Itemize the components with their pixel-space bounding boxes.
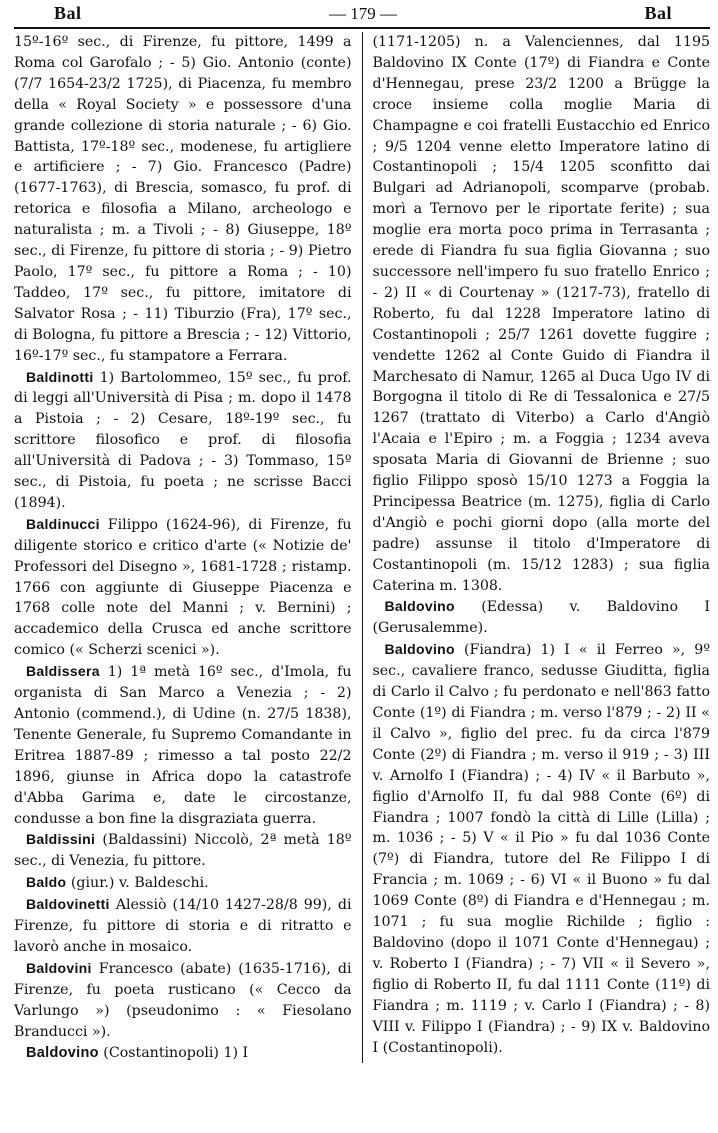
entry-headword: Baldissini [26,831,96,848]
header-left-word: Bal [54,3,82,23]
entry-baldissera [14,661,352,829]
entry-baldovino-edessa [373,596,711,639]
running-header [14,0,710,24]
entry-headword: Baldovini [26,959,92,976]
entry-baldissini [14,829,352,872]
entry-text: Filippo (1624-96), di Firenze, fu diligente storico e critico d'arte (« Notizie de' Professori del Disegno », 1681-1728 ; ristamp. 1766 con aggiunte di Giuseppe Piacenza e 1768 colle note del Manni ; v. Bernini) ; accademico della Crusca ed anche scrittore comico (« Scherzi scenici »). [14,516,352,659]
entry-headword: Baldo [26,874,67,891]
entry-text: 1) 1ª metà 16º sec., d'Imola, fu organista di San Marco a Venezia ; - 2) Antonio (commend.), di Udine (n. 27/5 1838), Tenente Generale, fu Supremo Comandante in Eritrea 1887-89 ; rimesso a tal posto 22/2 1896, giunse in Africa dopo la catastrofe d'Abba Garima e, date le circostanze, condusse a bon fine la disgraziata guerra. [14,664,352,827]
entry-baldinucci [14,514,352,661]
entry-headword: Baldovino [26,1044,99,1061]
entry-text: 15º-16º sec., di Firenze, fu pittore, 1499 a Roma col Garofalo ; - 5) Gio. Antonio (conte) (7/7 1654-23/2 1725), di Piacenza, fu membro della « Royal Society » e possessore d'una grande collezione di storia naturale ; - 6) Gio. Battista, 17º-18º sec., modenese, fu artigliere e artificiere ; - 7) Gio. Francesco (Padre) (1677-1763), di Brescia, somasco, fu prof. di retorica e filosofia a Milano, archeologo e naturalista ; m. a Tivoli ; - 8) Giuseppe, 18º sec., di Firenze, fu pittore di storia ; - 9) Pietro Paolo, 17º sec., fu pittore a Roma ; - 10) Taddeo, 17º sec., fu pittore, imitatore di Salvator Rosa ; - 11) Tiburzio (Fra), 17º sec., di Bologna, fu pittore a Brescia ; - 12) Vittorio, 16º-17º sec., fu stampatore a Ferrara. [14,34,352,364]
entry-baldovino-fiandra [373,639,711,1058]
entry-text: Francesco (abate) (1635-1716), di Firenze, fu poeta rusticano (« Cecco da Varlungo ») (pseudonimo : « Fiesolano Branducci »). [14,960,352,1040]
entry-text: (1171-1205) n. a Valenciennes, dal 1195 Baldovino IX Conte (17º) di Fiandra e Conte d'Hennegau, prese 23/2 1200 a Brügge la croce insieme colla moglie Maria di Champagne e coi fratelli Eustacchio ed Enrico ; 9/5 1204 venne eletto Imperatore latino di Costantinopoli ; 15/4 1205 sconfitto dai Bulgari ad Adrianopoli, scomparve (probab. morì a Ternovo per le riportate ferite) ; sua moglie era morta poco prima in Terrasanta ; erede di Fiandra fu sua figlia Giovanna ; suo successore nell'impero fu suo fratello Enrico ; - 2) II « di Courtenay » (1217-73), fratello di Roberto, fu dal 1228 Imperatore latino di Costantinopoli ; 25/7 1261 dovette fuggire ; vendette 1262 al Conte Guido di Fiandra il Marchesato di Namur, 1265 al Duca Ugo IV di Borgogna il titolo di Re di Tessalonica e 27/5 1267 (trattato di Viterbo) a Carlo d'Angiò l'Acaia e l'Epiro ; m. a Foggia ; 1234 aveva sposata Maria di Giovanni de Brienne ; suo figlio Filippo sposò 15/10 1273 a Foggia la Principessa Beatrice (m. 1275), figlia di Carlo d'Angiò e pochi giorni dopo (alla morte del padre) assunse il titolo d'Imperatore di Costantinopoli (m. 15/12 1283) ; sua figlia Caterina m. 1308. [372,34,710,594]
entry-text: 1) Bartolommeo, 15º sec., fu prof. di leggi all'Università di Pisa ; m. dopo il 1478 a Pistoia ; - 2) Cesare, 18º-19º sec., fu scrittore filosofico e prof. di filosofia all'Università di Padova ; - 3) Tommaso, 15º sec., di Pistoia, fu poeta ; ne scrisse Bacci (1894). [14,369,352,511]
entry-text: (Baldassini) Niccolò, 2ª metà 18º sec., di Venezia, fu pittore. [14,832,352,870]
entry-headword: Baldinucci [26,515,100,532]
left-column [14,32,352,1063]
entry-text: (giur.) v. Baldeschi. [66,875,209,892]
entry-continuation [14,32,352,367]
text-columns [14,32,710,1063]
entry-baldovinetti [14,894,352,958]
entry-baldinotti [14,367,352,514]
header-right-word: Bal [644,3,672,23]
entry-headword: Baldinotti [26,368,94,385]
entry-headword: Baldovino [384,641,455,658]
entry-text: Alessiò (14/10 1427-28/8 99), di Firenze, fu pittore di storia e di ritratto e lavorò anche in mosaico. [14,897,352,955]
entry-baldo [14,872,352,894]
column-divider [362,32,363,1063]
page-number: — 179 — [329,4,397,23]
entry-headword: Baldovinetti [26,896,110,913]
entry-text: (Costantinopoli) 1) I [98,1044,249,1061]
header-rule [14,27,710,29]
entry-text: (Edessa) v. Baldovino I (Gerusalemme). [372,599,710,637]
right-column [373,32,711,1058]
entry-baldovino-costantinopoli [14,1043,352,1064]
entry-baldovini [14,958,352,1043]
entry-text: (Fiandra) 1) I « il Ferreo », 9º sec., cavaliere franco, sedusse Giuditta, figlia di Carlo il Calvo ; fu perdonato e nell'863 fatto Conte (1º) di Fiandra ; m. verso l'879 ; - 2) II « il Calvo », figlio del prec. fu da circa l'879 Conte (2º) di Fiandra ; m. verso il 919 ; - 3) III v. Arnolfo I (Fiandra) ; - 4) IV « il Barbuto », figlio d'Arnolfo II, fu dal 988 Conte (6º) di Fiandra ; 1007 fondò la città di Lille (Lilla) ; m. 1036 ; - 5) V « il Pio » fu dal 1036 Conte (7º) di Fiandra, tutore del Re Filippo I di Francia ; m. 1069 ; - 6) VI « il Buono » fu dal 1069 Conte (8º) di Fiandra e d'Hennegau ; m. 1071 ; fu sua moglie Richilde ; figlio : Baldovino (dopo il 1071 Conte d'Hennegau) ; v. Roberto I (Fiandra) ; - 7) VII « il Severo », figlio di Roberto II, fu dal 1111 Conte (11º) di Fiandra ; m. 1119 ; v. Carlo I (Fiandra) ; - 8) VIII v. Filippo I (Fiandra) ; - 9) IX v. Baldovino I (Costantinopoli). [372,642,710,1056]
entry-headword: Baldovino [384,598,455,615]
entry-continuation [373,32,711,596]
entry-headword: Baldissera [26,663,100,680]
